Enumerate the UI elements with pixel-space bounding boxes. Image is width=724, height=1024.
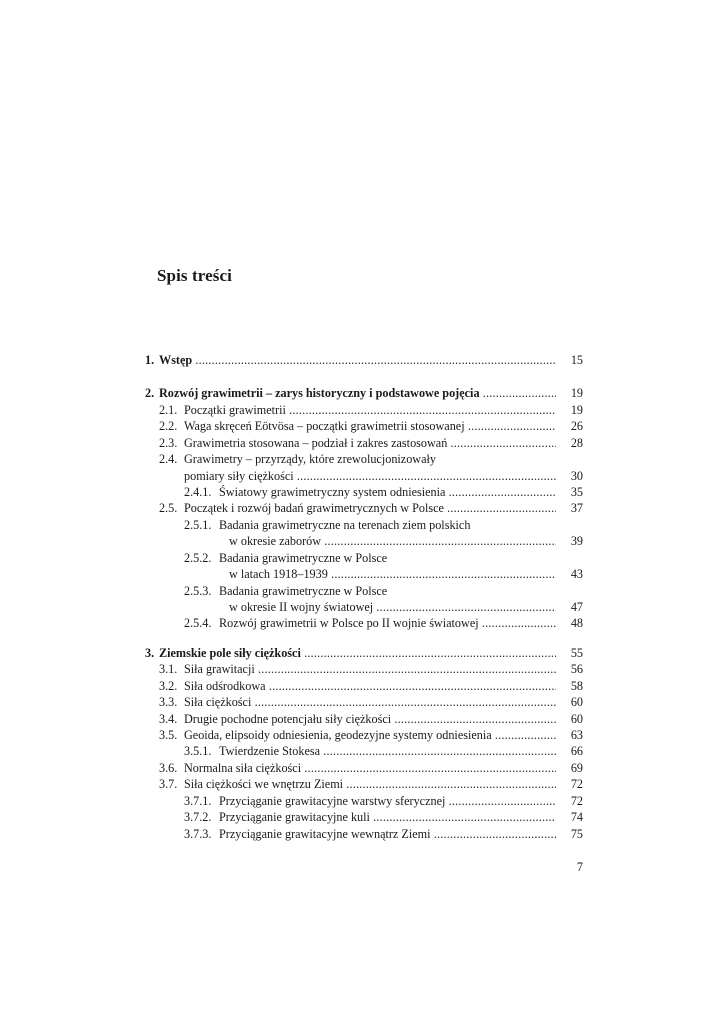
toc-entry bbox=[0, 742, 724, 760]
toc-entry-page: 47 bbox=[570, 600, 583, 614]
toc-entry-title: Siła ciężkości we wnętrzu Ziemi ..... bbox=[184, 775, 556, 793]
toc-entry-page: 66 bbox=[570, 744, 583, 758]
toc-entry-title: Grawimetry – przyrządy, które zrewolucjonizowały bbox=[184, 452, 436, 466]
toc-entry bbox=[0, 825, 724, 843]
toc-entry bbox=[0, 775, 724, 793]
toc-entry-page: 35 bbox=[570, 485, 583, 499]
toc-entry-page: 72 bbox=[570, 794, 583, 808]
toc-entry-title: Siła ciężkości ..... bbox=[184, 693, 556, 711]
toc-entry-number: 3.5. bbox=[159, 728, 178, 742]
toc-entry-title: Waga skręceń Eötvösa – początki grawimetrii stosowanej ..... bbox=[184, 417, 556, 435]
toc-entry bbox=[0, 384, 724, 402]
toc-entry-page: 19 bbox=[570, 403, 583, 417]
toc-entry-title: Światowy grawimetryczny system odniesienia ..... bbox=[219, 483, 556, 501]
toc-entry-number: 2.5. bbox=[159, 501, 178, 515]
toc-entry-title: Badania grawimetryczne na terenach ziem polskich bbox=[219, 518, 471, 532]
toc-entry-page: 26 bbox=[570, 419, 583, 433]
toc-entry-number: 3. bbox=[145, 646, 155, 660]
toc-entry-number: 3.1. bbox=[159, 662, 178, 676]
toc-entry-number: 2.5.3. bbox=[184, 584, 212, 598]
toc-entry-number: 2. bbox=[145, 386, 155, 400]
toc-entry-page: 69 bbox=[570, 761, 583, 775]
toc-entry-title: Badania grawimetryczne w Polsce bbox=[219, 584, 388, 598]
toc-entry-title: Ziemskie pole siły ciężkości ..... bbox=[159, 644, 556, 662]
toc-entry-page: 60 bbox=[570, 695, 583, 709]
toc-entry-title: w latach 1918–1939 ..... bbox=[229, 565, 556, 583]
toc-entry-page: 63 bbox=[570, 728, 583, 742]
toc-entry-page: 39 bbox=[570, 534, 583, 548]
toc-entry-title: Grawimetria stosowana – podział i zakres zastosowań ..... bbox=[184, 434, 556, 452]
toc-entry-title: Przyciąganie grawitacyjne kuli ..... bbox=[219, 808, 556, 826]
toc-entry bbox=[0, 499, 724, 517]
toc-entry-number: 3.7.3. bbox=[184, 827, 212, 841]
toc-entry-page: 30 bbox=[570, 469, 583, 483]
toc-entry-number: 3.5.1. bbox=[184, 744, 212, 758]
toc-entry-page: 15 bbox=[570, 353, 583, 367]
toc-entry-number: 2.3. bbox=[159, 436, 178, 450]
toc-entry-title: w okresie II wojny światowej ..... bbox=[229, 598, 556, 616]
toc-entry bbox=[0, 614, 724, 632]
toc-entry-title: Badania grawimetryczne w Polsce bbox=[219, 551, 388, 565]
toc-entry-title: Początek i rozwój badań grawimetrycznych w Polsce ..... bbox=[184, 499, 556, 517]
toc-entry-number: 2.5.2. bbox=[184, 551, 212, 565]
toc-entry-number: 2.5.1. bbox=[184, 518, 212, 532]
toc-entry-number: 2.2. bbox=[159, 419, 178, 433]
toc-entry-title: Rozwój grawimetrii w Polsce po II wojnie światowej ..... bbox=[219, 614, 556, 632]
toc-entry-number: 3.4. bbox=[159, 712, 178, 726]
toc-entry-continuation bbox=[0, 565, 724, 583]
toc-entry-title: Twierdzenie Stokesa ..... bbox=[219, 742, 556, 760]
toc-entry-title: Drugie pochodne potencjału siły ciężkości ..... bbox=[184, 710, 556, 728]
toc-entry-page: 60 bbox=[570, 712, 583, 726]
toc-entry bbox=[0, 693, 724, 711]
toc-entry-number: 2.1. bbox=[159, 403, 178, 417]
toc-entry-title: Siła grawitacji ..... bbox=[184, 660, 556, 678]
toc-entry-page: 55 bbox=[570, 646, 583, 660]
toc-entry-number: 3.3. bbox=[159, 695, 178, 709]
toc-entry-title: Początki grawimetrii ..... bbox=[184, 401, 556, 419]
toc-entry-title: pomiary siły ciężkości ..... bbox=[184, 467, 556, 485]
toc-entry-page: 37 bbox=[570, 501, 583, 515]
toc-entry-page: 74 bbox=[570, 810, 583, 824]
toc-entry bbox=[0, 660, 724, 678]
toc-entry-number: 3.6. bbox=[159, 761, 178, 775]
toc-entry-page: 43 bbox=[570, 567, 583, 581]
toc-entry-title: w okresie zaborów ..... bbox=[229, 532, 556, 550]
toc-entry-number: 3.7.1. bbox=[184, 794, 212, 808]
toc-entry-title: Normalna siła ciężkości ..... bbox=[184, 759, 556, 777]
toc-entry-continuation bbox=[0, 532, 724, 550]
toc-entry-number: 1. bbox=[145, 353, 155, 367]
toc-entry bbox=[0, 351, 724, 369]
toc-entry-number: 3.2. bbox=[159, 679, 178, 693]
toc-entry-number: 3.7.2. bbox=[184, 810, 212, 824]
page-number: 7 bbox=[576, 860, 583, 874]
toc-entry bbox=[0, 417, 724, 435]
toc-entry bbox=[0, 450, 724, 468]
toc-entry-number: 2.4.1. bbox=[184, 485, 212, 499]
toc-entry-page: 19 bbox=[570, 386, 583, 400]
toc-entry-page: 48 bbox=[570, 616, 583, 630]
toc-entry-page: 58 bbox=[570, 679, 583, 693]
toc-entry-page: 28 bbox=[570, 436, 583, 450]
toc-entry-title: Rozwój grawimetrii – zarys historyczny i podstawowe pojęcia ..... bbox=[159, 384, 556, 402]
toc-entry-title: Wstęp ..... bbox=[159, 351, 556, 369]
toc-entry-number: 2.4. bbox=[159, 452, 178, 466]
toc-entry bbox=[0, 808, 724, 826]
toc-entry-number: 2.5.4. bbox=[184, 616, 212, 630]
toc-entry-title: Przyciąganie grawitacyjne warstwy sferycznej ..... bbox=[219, 792, 556, 810]
toc-entry-number: 3.7. bbox=[159, 777, 178, 791]
toc-entry-page: 72 bbox=[570, 777, 583, 791]
toc-entry-title: Przyciąganie grawitacyjne wewnątrz Ziemi ..... bbox=[219, 825, 556, 843]
toc-entry-title: Geoida, elipsoidy odniesienia, geodezyjne systemy odniesienia ..... bbox=[184, 726, 556, 744]
toc-entry-page: 56 bbox=[570, 662, 583, 676]
page-title: Spis treści bbox=[157, 266, 232, 285]
toc-entry-page: 75 bbox=[570, 827, 583, 841]
toc-entry-title: Siła odśrodkowa ..... bbox=[184, 677, 556, 695]
